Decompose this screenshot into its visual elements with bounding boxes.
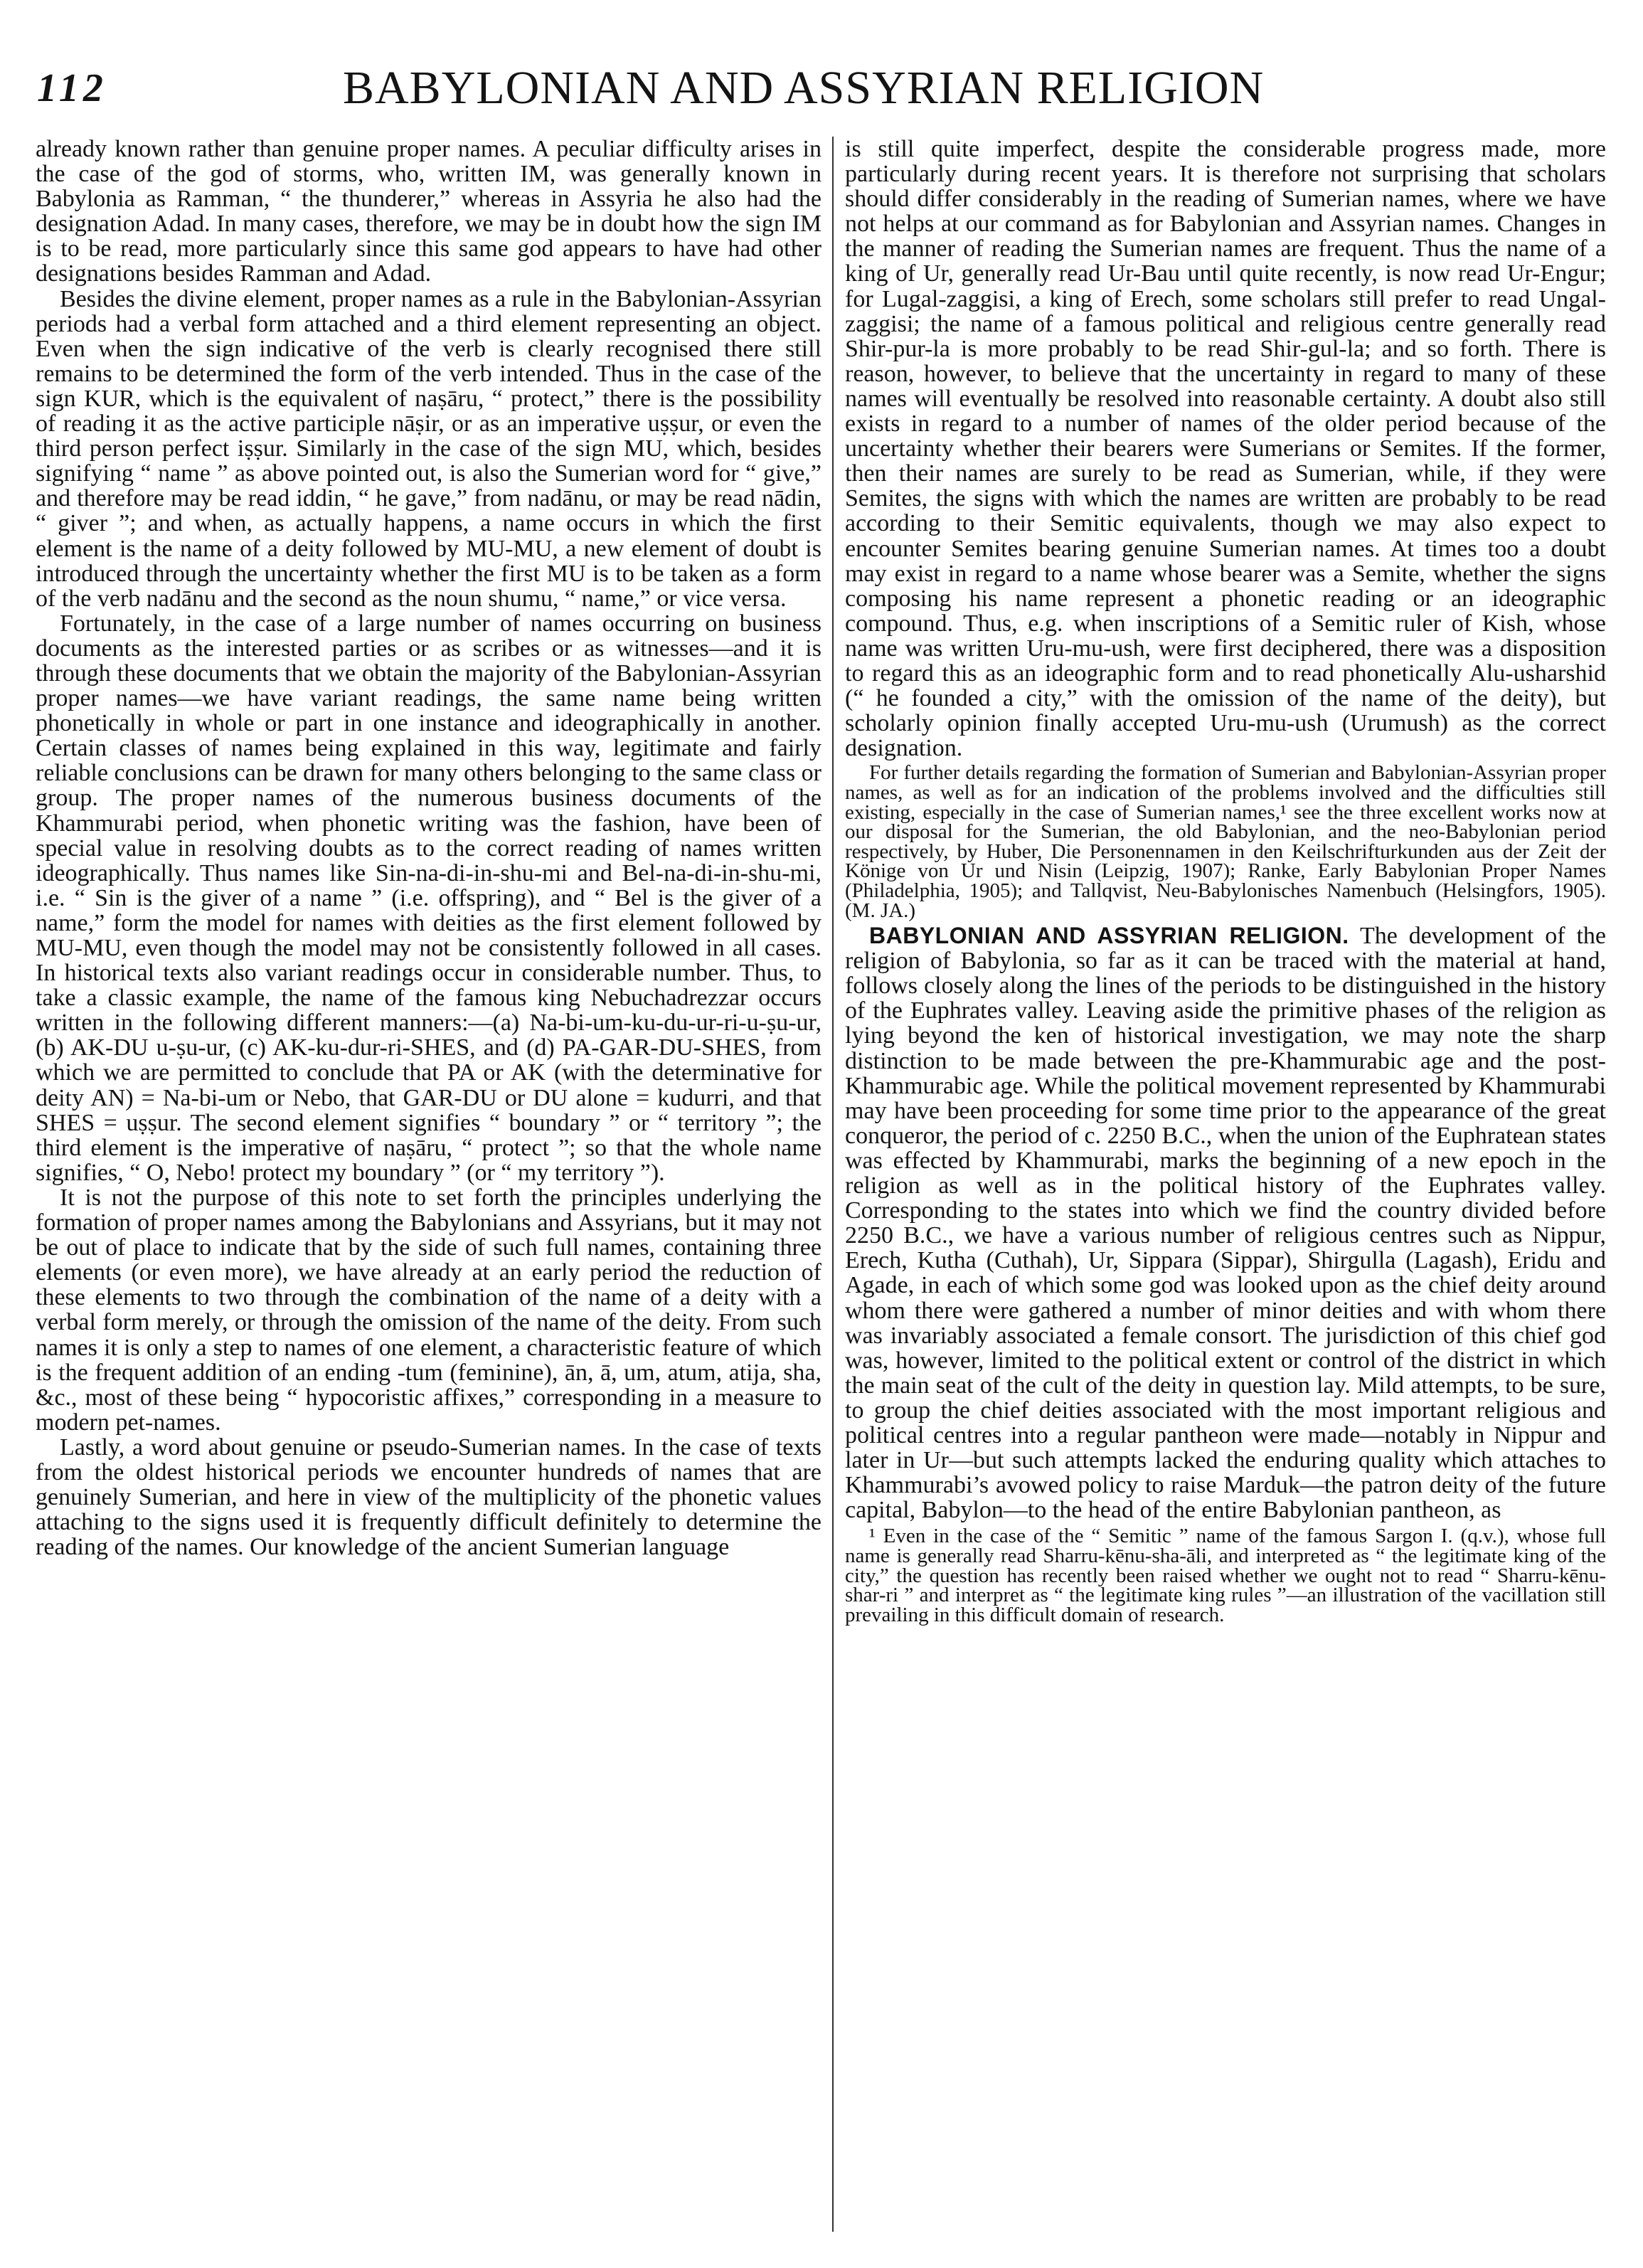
entry-text: The development of the religion of Babylonia, so far as it can be traced with the material at hand, follows closely along the lines of the periods to be distinguished in the history of the Euphrates valley. Leaving aside the primitive phases of the religion as lying beyond the ken of historical investigation, we may note the sharp distinction to be made between the pre-Khammurabic age and the post-Khammurabic age. While the political movement represented by Khammurabi may have been proceeding for some time prior to the appearance of the great conqueror, the period of c. 2250 B.C., when the union of the Euphratean states was effected by Khammurabi, marks the beginning of a new epoch in the religion as well as in the political history of the Euphrates valley. Corresponding to the states into which we find the country divided before 2250 B.C., we have a various number of religious centres such as Nippur, Erech, Kutha (Cuthah), Ur, Sippara (Sippar), Shirgulla (Lagash), Eridu and Agade, in each of which some god was looked upon as the chief deity around whom there were gathered a number of minor deities and with whom there was invariably associated a female consort. The jurisdiction of this chief god was, however, limited to the political extent or control of the district in which the main seat of the cult of the deity in question lay. Mild attempts, to be sure, to group the chief deities associated with the most important religious and political centres into a regular pantheon were made—notably in Nippur and later in Ur—but such attempts lacked the enduring quality which attaches to Khammurabi’s avowed policy to raise Marduk—the patron deity of the future capital, Babylon—to the head of the entire Babylonian pantheon, as xyxy=(845,923,1607,1524)
running-head: BABYLONIAN AND ASSYRIAN RELIGION xyxy=(343,62,1265,114)
entry-paragraph xyxy=(845,923,1606,1522)
footnote: ¹ Even in the case of the “ Semitic ” name of the famous Sargon I. (q.v.), whose full name is generally read Sharru-kēnu-sha-āli, and interpreted as “ the legitimate king of the city,” the question has recently been raised whether we ought not to read “ Sharru-kēnu-shar-ri ” and interpret as “ the legitimate king rules ”—an illustration of the vacillation still prevailing in this difficult domain of research. xyxy=(845,1525,1606,1626)
page-number: 112 xyxy=(37,66,107,110)
paragraph: Besides the divine element, proper names as a rule in the Babylonian-Assyrian periods had a verbal form attached and a third element representing an object. Even when the sign indicative of the verb is clearly recognised there still remains to be determined the form of the verb intended. Thus in the case of the sign KUR, which is the equivalent of naṣāru, “ protect,” there is the possibility of reading it as the active participle nāṣir, or as an imperative uṣṣur, or even the third person perfect iṣṣur. Similarly in the case of the sign MU, which, besides signifying “ name ” as above pointed out, is also the Sumerian word for “ give,” and therefore may be read iddin, “ he gave,” from nadānu, or may be read nādin, “ giver ”; and when, as actually happens, a name occurs in which the first element is the name of a deity followed by MU-MU, a new element of doubt is introduced through the uncertainty whether the first MU is to be taken as a form of the verb nadānu and the second as the noun shumu, “ name,” or vice versa. xyxy=(36,285,822,612)
paragraph: is still quite imperfect, despite the considerable progress made, more particularly during recent years. It is therefore not surprising that scholars should differ considerably in the reading of Sumerian names, where we have not helps at our command as for Babylonian and Assyrian names. Changes in the manner of reading the Sumerian names are frequent. Thus the name of a king of Ur, generally read Ur-Bau until quite recently, is now read Ur-Engur; for Lugal-zaggisi, a king of Erech, some scholars still prefer to read Ungal-zaggisi; the name of a famous political and religious centre generally read Shir-pur-la is more probably to be read Shir-gul-la; and so forth. There is reason, however, to believe that the uncertainty in regard to many of these names will eventually be resolved into reasonable certainty. A doubt also still exists in regard to a number of names of the older period because of the uncertainty whether their bearers were Sumerians or Semites. If the former, then their names are surely to be read as Sumerian, while, if they were Semites, the signs with which the names are written are probably to be read according to their Semitic equivalents, though we may also expect to encounter Semites bearing genuine Sumerian names. At times too a doubt may exist in regard to a name whose bearer was a Semite, whether the signs composing his name represent a phonetic reading or an ideographic compound. Thus, e.g. when inscriptions of a Semitic ruler of Kish, whose name was written Uru-mu-ush, were first deciphered, there was a disposition to regard this as an ideographic form and to read phonetically Alu-usharshid (“ he founded a city,” with the omission of the name of the deity), but scholarly opinion finally accepted Uru-mu-ush (Urumush) as the correct designation. xyxy=(845,136,1606,762)
entry-heading: BABYLONIAN AND ASSYRIAN RELIGION. xyxy=(869,923,1349,949)
left-column xyxy=(36,137,822,1559)
paragraph: Fortunately, in the case of a large number of names occurring on business documents as the interested parties or as scribes or as witnesses—and it is through these documents that we obtain the majority of the Babylonian-Assyrian proper names—we have variant readings, the same name being written phonetically in whole or part in one instance and ideographically in another. Certain classes of names being explained in this way, legitimate and fairly reliable conclusions can be drawn for many others belonging to the same class or group. The proper names of the numerous business documents of the Khammurabi period, when phonetic writing was the fashion, have been of special value in resolving doubts as to the correct reading of names written ideographically. Thus names like Sin-na-di-in-shu-mi and Bel-na-di-in-shu-mi, i.e. “ Sin is the giver of a name ” (i.e. offspring), and “ Bel is the giver of a name,” form the model for names with deities as the first element followed by MU-MU, even though the model may not be consistently followed in all cases. In historical texts also variant readings occur in considerable number. Thus, to take a classic example, the name of the famous king Nebuchadrezzar occurs written in the following different manners:—(a) Na-bi-um-ku-du-ur-ri-u-ṣu-ur, (b) AK-DU u-ṣu-ur, (c) AK-ku-dur-ri-SHES, and (d) PA-GAR-DU-SHES, from which we are permitted to conclude that PA or AK (with the determinative for deity AN) = Na-bi-um or Nebo, that GAR-DU or DU alone = kudurri, and that SHES = uṣṣur. The second element signifies “ boundary ” or “ territory ”; the third element is the imperative of naṣāru, “ protect ”; so that the whole name signifies, “ O, Nebo! protect my boundary ” (or “ my territory ”). xyxy=(36,610,822,1186)
paragraph: It is not the purpose of this note to set forth the principles underlying the formation of proper names among the Babylonians and Assyrians, but it may not be out of place to indicate that by the side of such full names, containing three elements (or even more), we have already at an early period the reduction of these elements to two through the combination of the name of a deity with a verbal form merely, or through the omission of the name of the deity. From such names it is only a step to names of one element, a characteristic feature of which is the frequent addition of an ending -tum (feminine), ān, ā, um, atum, atija, sha, &c., most of these being “ hypocoristic affixes,” corresponding in a measure to modern pet-names. xyxy=(36,1184,822,1436)
bibliography-note: For further details regarding the formation of Sumerian and Babylonian-Assyrian proper names, as well as for an indication of the problems involved and the difficulties still existing, especially in the case of Sumerian names,¹ see the three excellent works now at our disposal for the Sumerian, the old Babylonian, and the neo-Babylonian period respectively, by Huber, Die Personennamen in den Keilschrifturkunden aus der Zeit der Könige von Ur und Nisin (Leipzig, 1907); Ranke, Early Babylonian Proper Names (Philadelphia, 1905); and Tallqvist, Neu-Babylonisches Namenbuch (Helsingfors, 1905). (M. JA.) xyxy=(845,761,1606,922)
paragraph: already known rather than genuine proper names. A peculiar difficulty arises in the case of the god of storms, who, written IM, was generally known in Babylonia as Ramman, “ the thunderer,” whereas in Assyria he also had the designation Adad. In many cases, therefore, we may be in doubt how the sign IM is to be read, more particularly since this same god appears to have had other designations besides Ramman and Adad. xyxy=(36,136,822,287)
column-divider xyxy=(832,137,834,2232)
page-header xyxy=(37,62,1602,129)
right-column xyxy=(845,137,1606,1625)
paragraph: Lastly, a word about genuine or pseudo-Sumerian names. In the case of texts from the oldest historical periods we encounter hundreds of names that are genuinely Sumerian, and here in view of the multiplicity of the phonetic values attaching to the signs used it is frequently difficult definitely to determine the reading of the names. Our knowledge of the ancient Sumerian language xyxy=(36,1434,822,1561)
